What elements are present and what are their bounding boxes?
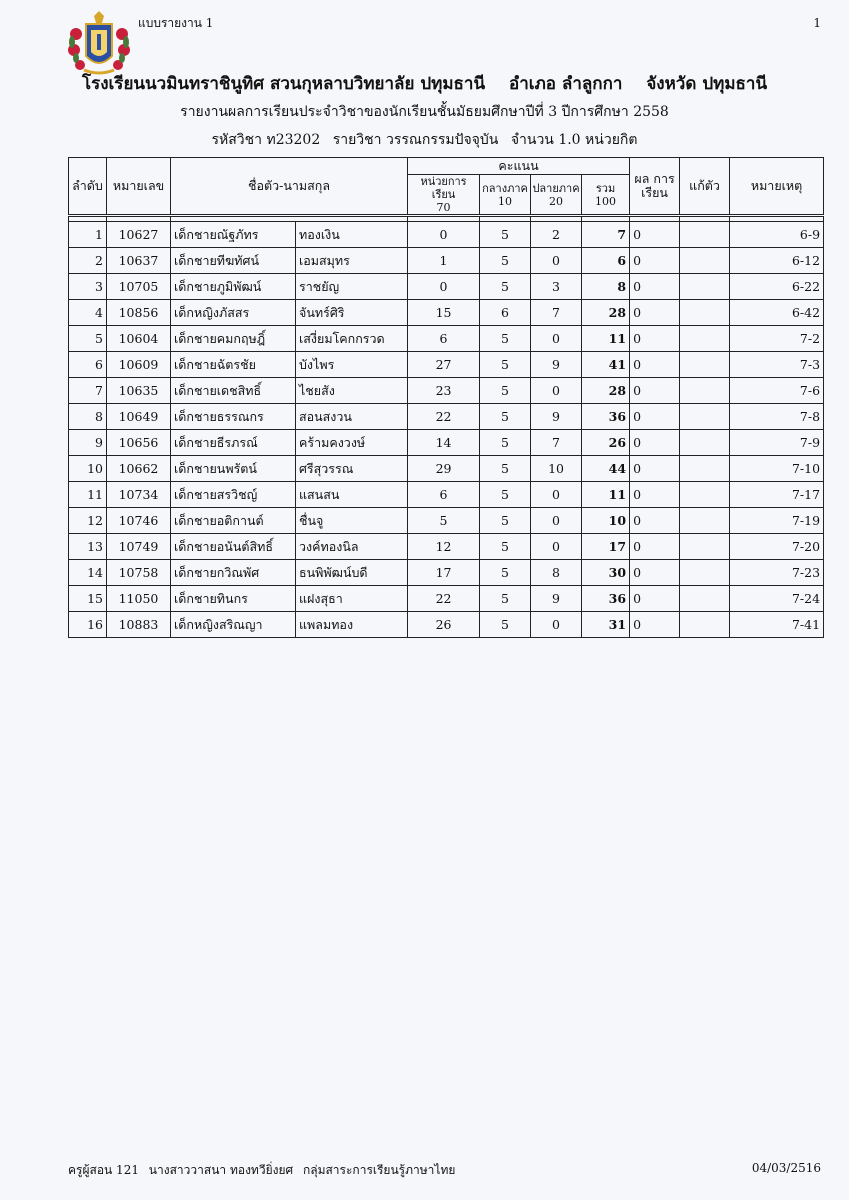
total-score: 41 (582, 352, 630, 378)
row-number: 6 (69, 352, 107, 378)
midterm-score: 5 (480, 326, 531, 352)
last-name: แสนสน (296, 482, 408, 508)
last-name: ราชยัญ (296, 274, 408, 300)
total-score: 31 (582, 612, 630, 638)
last-name: เอมสมุทร (296, 248, 408, 274)
col-header-unit-max: 70 (436, 201, 451, 214)
col-header-final-max: 20 (549, 194, 564, 208)
final-score: 7 (531, 300, 582, 326)
unit-score: 6 (408, 482, 480, 508)
remark: 7-10 (730, 456, 824, 482)
table-row (69, 534, 824, 560)
col-header-name: ชื่อตัว-นามสกุล (171, 158, 408, 216)
row-number: 9 (69, 430, 107, 456)
table-row (69, 456, 824, 482)
col-header-midterm-max: 10 (498, 194, 513, 208)
final-score: 0 (531, 534, 582, 560)
result-grade: 0 (630, 248, 680, 274)
correction (680, 300, 730, 326)
midterm-score: 5 (480, 534, 531, 560)
final-score: 9 (531, 586, 582, 612)
total-score: 28 (582, 378, 630, 404)
total-score: 44 (582, 456, 630, 482)
teacher-label: ครูผู้สอน 121 (68, 1163, 139, 1177)
col-header-midterm-label: กลางภาค (482, 181, 528, 195)
final-score: 9 (531, 352, 582, 378)
correction (680, 586, 730, 612)
remark: 7-8 (730, 404, 824, 430)
first-name: เด็กชายทีฆทัศน์ (171, 248, 296, 274)
student-id: 11050 (107, 586, 171, 612)
course-code: รหัสวิชา ท23202 (211, 132, 321, 148)
midterm-score: 5 (480, 378, 531, 404)
correction (680, 508, 730, 534)
correction (680, 326, 730, 352)
result-grade: 0 (630, 222, 680, 248)
student-id: 10705 (107, 274, 171, 300)
remark: 7-3 (730, 352, 824, 378)
school-name (0, 70, 849, 97)
correction (680, 352, 730, 378)
col-header-score-group: คะแนน (408, 158, 630, 175)
final-score: 0 (531, 612, 582, 638)
correction (680, 274, 730, 300)
table-row (69, 326, 824, 352)
result-grade: 0 (630, 534, 680, 560)
remark: 7-24 (730, 586, 824, 612)
last-name: วงค์ทองนิล (296, 534, 408, 560)
col-header-unit (408, 175, 480, 216)
first-name: เด็กหญิงสริณญา (171, 612, 296, 638)
row-number: 7 (69, 378, 107, 404)
first-name: เด็กชายคมกฤษฎิ์ (171, 326, 296, 352)
midterm-score: 5 (480, 612, 531, 638)
unit-score: 22 (408, 404, 480, 430)
student-id: 10635 (107, 378, 171, 404)
midterm-score: 5 (480, 404, 531, 430)
table-row (69, 248, 824, 274)
unit-score: 12 (408, 534, 480, 560)
first-name: เด็กชายสรวิชญ์ (171, 482, 296, 508)
correction (680, 612, 730, 638)
first-name: เด็กหญิงภัสสร (171, 300, 296, 326)
last-name: เสงี่ยมโคกกรวด (296, 326, 408, 352)
result-grade: 0 (630, 378, 680, 404)
total-score: 36 (582, 586, 630, 612)
total-score: 7 (582, 222, 630, 248)
final-score: 10 (531, 456, 582, 482)
total-score: 28 (582, 300, 630, 326)
form-label: แบบรายงาน 1 (138, 16, 214, 30)
student-id: 10734 (107, 482, 171, 508)
school-district: อำเภอ ลำลูกกา (509, 74, 623, 94)
result-grade: 0 (630, 352, 680, 378)
first-name: เด็กชายเดชสิทธิ์ (171, 378, 296, 404)
table-row (69, 352, 824, 378)
col-header-midterm (480, 175, 531, 216)
midterm-score: 5 (480, 352, 531, 378)
unit-score: 26 (408, 612, 480, 638)
total-score: 17 (582, 534, 630, 560)
first-name: เด็กชายฉัตรชัย (171, 352, 296, 378)
correction (680, 248, 730, 274)
unit-score: 23 (408, 378, 480, 404)
correction (680, 222, 730, 248)
unit-score: 5 (408, 508, 480, 534)
final-score: 3 (531, 274, 582, 300)
table-row (69, 508, 824, 534)
result-grade: 0 (630, 404, 680, 430)
total-score: 36 (582, 404, 630, 430)
col-header-final-label: ปลายภาค (532, 181, 580, 195)
total-score: 10 (582, 508, 630, 534)
first-name: เด็กชายธีรภรณ์ (171, 430, 296, 456)
row-number: 12 (69, 508, 107, 534)
unit-score: 15 (408, 300, 480, 326)
student-id: 10758 (107, 560, 171, 586)
total-score: 11 (582, 482, 630, 508)
last-name: แฝงสุธา (296, 586, 408, 612)
student-id: 10609 (107, 352, 171, 378)
result-grade: 0 (630, 612, 680, 638)
remark: 7-41 (730, 612, 824, 638)
course-name: รายวิชา วรรณกรรมปัจจุบัน (332, 132, 499, 148)
student-id: 10649 (107, 404, 171, 430)
col-header-total-max: 100 (595, 194, 617, 208)
student-id: 10856 (107, 300, 171, 326)
remark: 6-9 (730, 222, 824, 248)
final-score: 2 (531, 222, 582, 248)
correction (680, 534, 730, 560)
course-credits: จำนวน 1.0 หน่วยกิต (510, 132, 638, 148)
midterm-score: 6 (480, 300, 531, 326)
col-header-correction: แก้ตัว (680, 158, 730, 216)
total-score: 30 (582, 560, 630, 586)
unit-score: 27 (408, 352, 480, 378)
student-id: 10627 (107, 222, 171, 248)
remark: 6-22 (730, 274, 824, 300)
row-number: 15 (69, 586, 107, 612)
remark: 7-19 (730, 508, 824, 534)
unit-score: 29 (408, 456, 480, 482)
grades-table (68, 157, 824, 638)
midterm-score: 5 (480, 222, 531, 248)
table-row (69, 274, 824, 300)
col-header-no: ลำดับ (69, 158, 107, 216)
result-grade: 0 (630, 300, 680, 326)
unit-score: 0 (408, 222, 480, 248)
student-id: 10883 (107, 612, 171, 638)
correction (680, 482, 730, 508)
result-grade: 0 (630, 560, 680, 586)
result-grade: 0 (630, 482, 680, 508)
unit-score: 1 (408, 248, 480, 274)
table-row (69, 560, 824, 586)
last-name: บังไพร (296, 352, 408, 378)
first-name: เด็กชายอติกานต์ (171, 508, 296, 534)
correction (680, 430, 730, 456)
course-info (0, 129, 849, 151)
total-score: 8 (582, 274, 630, 300)
unit-score: 6 (408, 326, 480, 352)
table-row (69, 404, 824, 430)
midterm-score: 5 (480, 560, 531, 586)
row-number: 16 (69, 612, 107, 638)
last-name: แพลมทอง (296, 612, 408, 638)
result-grade: 0 (630, 508, 680, 534)
first-name: เด็กชายภูมิพัฒน์ (171, 274, 296, 300)
final-score: 0 (531, 248, 582, 274)
result-grade: 0 (630, 430, 680, 456)
row-number: 10 (69, 456, 107, 482)
first-name: เด็กชายทินกร (171, 586, 296, 612)
first-name: เด็กชายกวิณพัศ (171, 560, 296, 586)
unit-score: 14 (408, 430, 480, 456)
col-header-unit-label: หน่วยการเรียน (420, 175, 467, 201)
col-header-total-label: รวม (595, 181, 616, 195)
last-name: ศรีสุวรรณ (296, 456, 408, 482)
row-number: 4 (69, 300, 107, 326)
student-id: 10749 (107, 534, 171, 560)
student-id: 10656 (107, 430, 171, 456)
remark: 7-2 (730, 326, 824, 352)
footer-teacher (68, 1161, 461, 1180)
report-subtitle: รายงานผลการเรียนประจำวิชาของนักเรียนชั้นมัธยมศึกษาปีที่ 3 ปีการศึกษา 2558 (180, 104, 669, 120)
result-grade: 0 (630, 586, 680, 612)
col-header-total (582, 175, 630, 216)
final-score: 8 (531, 560, 582, 586)
final-score: 0 (531, 326, 582, 352)
midterm-score: 5 (480, 430, 531, 456)
unit-score: 0 (408, 274, 480, 300)
remark: 7-6 (730, 378, 824, 404)
final-score: 0 (531, 378, 582, 404)
col-header-result: ผล การเรียน (630, 158, 680, 216)
last-name: ไชยสัง (296, 378, 408, 404)
correction (680, 560, 730, 586)
final-score: 0 (531, 482, 582, 508)
student-id: 10637 (107, 248, 171, 274)
final-score: 0 (531, 508, 582, 534)
midterm-score: 5 (480, 274, 531, 300)
col-header-final (531, 175, 582, 216)
row-number: 13 (69, 534, 107, 560)
midterm-score: 5 (480, 508, 531, 534)
result-grade: 0 (630, 326, 680, 352)
first-name: เด็กชายนพรัตน์ (171, 456, 296, 482)
row-number: 8 (69, 404, 107, 430)
student-id: 10662 (107, 456, 171, 482)
footer-date: 04/03/2516 (751, 1161, 821, 1175)
remark: 7-23 (730, 560, 824, 586)
table-row (69, 430, 824, 456)
last-name: สอนสงวน (296, 404, 408, 430)
department: กลุ่มสาระการเรียนรู้ภาษาไทย (302, 1163, 456, 1177)
student-id: 10746 (107, 508, 171, 534)
last-name: ธนพิพัฒน์บดี (296, 560, 408, 586)
row-number: 11 (69, 482, 107, 508)
row-number: 2 (69, 248, 107, 274)
remark: 6-42 (730, 300, 824, 326)
first-name: เด็กชายณัฐภัทร (171, 222, 296, 248)
correction (680, 404, 730, 430)
unit-score: 17 (408, 560, 480, 586)
col-header-student-id: หมายเลข (107, 158, 171, 216)
result-grade: 0 (630, 274, 680, 300)
midterm-score: 5 (480, 248, 531, 274)
last-name: ชื่นจู (296, 508, 408, 534)
table-row (69, 222, 824, 248)
school-province: จังหวัด ปทุมธานี (646, 74, 768, 94)
student-id: 10604 (107, 326, 171, 352)
last-name: จันทร์ศิริ (296, 300, 408, 326)
table-row (69, 300, 824, 326)
table-row (69, 586, 824, 612)
remark: 7-9 (730, 430, 824, 456)
remark: 7-17 (730, 482, 824, 508)
table-row (69, 482, 824, 508)
last-name: คร้ามคงวงษ์ (296, 430, 408, 456)
result-grade: 0 (630, 456, 680, 482)
table-row (69, 612, 824, 638)
remark: 6-12 (730, 248, 824, 274)
table-row (69, 378, 824, 404)
total-score: 26 (582, 430, 630, 456)
total-score: 6 (582, 248, 630, 274)
first-name: เด็กชายธรรณกร (171, 404, 296, 430)
midterm-score: 5 (480, 482, 531, 508)
col-header-remark: หมายเหตุ (730, 158, 824, 216)
total-score: 11 (582, 326, 630, 352)
remark: 7-20 (730, 534, 824, 560)
midterm-score: 5 (480, 456, 531, 482)
final-score: 9 (531, 404, 582, 430)
school-name-part: โรงเรียนนวมินทราชินูทิศ สวนกุหลาบวิทยาลัย ปทุมธานี (81, 74, 486, 94)
unit-score: 22 (408, 586, 480, 612)
row-number: 1 (69, 222, 107, 248)
last-name: ทองเงิน (296, 222, 408, 248)
row-number: 3 (69, 274, 107, 300)
correction (680, 378, 730, 404)
teacher-name: นางสาววาสนา ทองทวียิ่งยศ (148, 1163, 294, 1177)
midterm-score: 5 (480, 586, 531, 612)
first-name: เด็กชายอนันต์สิทธิ์ (171, 534, 296, 560)
row-number: 14 (69, 560, 107, 586)
row-number: 5 (69, 326, 107, 352)
correction (680, 456, 730, 482)
final-score: 7 (531, 430, 582, 456)
page-number: 1 (813, 16, 821, 30)
